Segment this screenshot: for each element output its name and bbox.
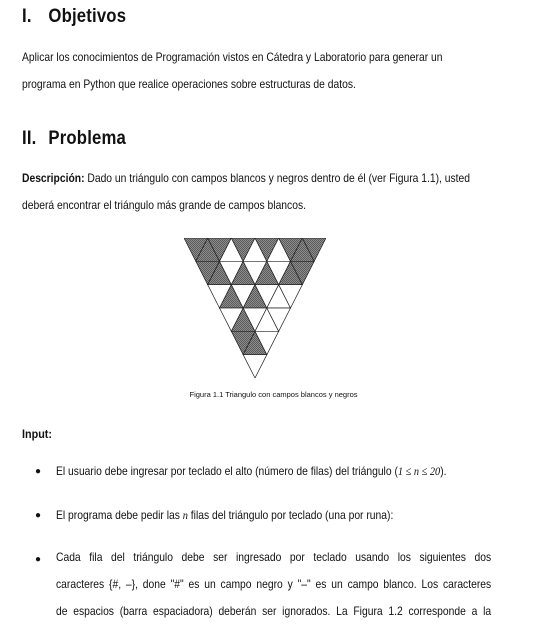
bullet-line: El programa debe pedir las n filas del triángulo por teclado (una por runa): (56, 508, 394, 522)
section-heading-objetivos (22, 6, 126, 28)
paragraph-line: Aplicar los conocimientos de Programación vistos en Cátedra y Laboratorio para generar un (22, 50, 443, 64)
section-title: Objetivos (48, 6, 127, 27)
bullet-icon: ● (35, 466, 42, 477)
triangle-figure (184, 238, 326, 378)
paragraph-line: deberá encontrar el triángulo más grande de campos blancos. (22, 198, 306, 212)
bullet-line: El usuario debe ingresar por teclado el alto (número de filas) del triángulo (1 ≤ n ≤ 20). (56, 464, 447, 478)
math-expression: n (182, 508, 188, 522)
math-expression: 1 ≤ n ≤ 20 (397, 464, 441, 478)
bullet-line: caracteres {#, –}, done "#" es un campo negro y "–" es un campo blanco. Los caracteres (56, 577, 492, 591)
objetivos-paragraph (22, 44, 504, 98)
description-label: Descripción: (22, 171, 85, 185)
section-heading-problema (22, 128, 126, 150)
section-number: II. (22, 128, 37, 149)
paragraph-line (22, 165, 504, 192)
bullet-icon: ● (35, 510, 42, 521)
section-title: Problema (48, 128, 127, 149)
bullet-item (56, 502, 393, 529)
bullet-item (56, 458, 447, 485)
bullet-item (56, 544, 491, 625)
input-label: Input: (22, 427, 52, 441)
figure-caption: Figura 1.1 Triangulo con campos blancos y negros (189, 390, 358, 399)
paragraph-line: programa en Python que realice operaciones sobre estructuras de datos. (22, 77, 356, 91)
section-number: I. (22, 6, 32, 27)
description-paragraph (22, 165, 504, 219)
white-cell (243, 355, 267, 378)
bullet-icon: ● (35, 554, 42, 565)
description-text: Dado un triángulo con campos blancos y negros dentro de él (ver Figura 1.1), usted (84, 171, 471, 185)
bullet-line: de espacios (barra espaciadora) deberán ser ignorados. La Figura 1.2 corresponde a la (56, 604, 492, 618)
bullet-line: Cada fila del triángulo debe ser ingresado por teclado usando los siguientes dos (56, 550, 492, 564)
